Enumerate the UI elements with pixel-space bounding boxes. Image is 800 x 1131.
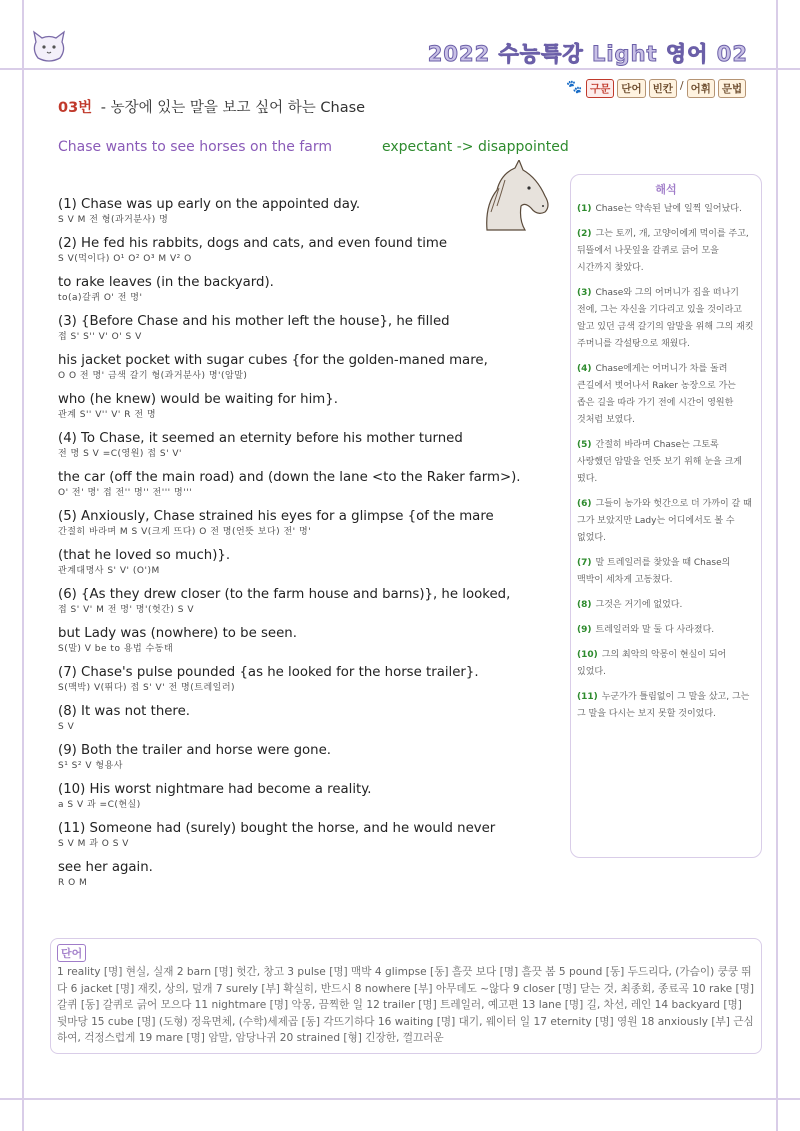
sentence-line: (3) {Before Chase and his mother left the house}, he filled xyxy=(58,314,450,329)
cat-logo-icon xyxy=(28,28,70,66)
grammar-annotation: S V M 과 O S V xyxy=(58,839,129,849)
grammar-annotation: 관계 S'' V'' V' R 전 명 xyxy=(58,410,157,420)
grammar-annotation: R O M xyxy=(58,878,88,888)
grammar-annotation: S V xyxy=(58,722,75,732)
vocabulary-title: 단어 xyxy=(57,944,86,962)
tag-separator: / xyxy=(679,79,684,92)
grammar-annotation: O' 전' 명' 접 전'' 명'' 전''' 명''' xyxy=(58,488,193,498)
translation-item: (10) 그의 최악의 악몽이 현실이 되어 있었다. xyxy=(577,650,727,677)
tag-blank: 빈칸 xyxy=(649,79,677,98)
sentence-line: (6) {As they drew closer (to the farm house and barns)}, he looked, xyxy=(58,587,511,602)
page-title: 2022 수능특강 Light 영어 02 xyxy=(427,42,748,66)
tag-syntax: 구문 xyxy=(586,79,614,98)
translation-title: 해석 xyxy=(655,183,677,196)
footer-divider xyxy=(0,1098,800,1100)
page-border-right xyxy=(776,0,778,1131)
lesson-number: 03번 xyxy=(58,100,93,116)
translation-item: (8) 그것은 거기에 없었다. xyxy=(577,600,683,610)
translation-item: (7) 말 트레일러를 찾았을 때 Chase의 맥박이 세차게 고동쳤다. xyxy=(577,558,731,585)
header-divider xyxy=(0,68,800,70)
sentence-line: (4) To Chase, it seemed an eternity before his mother turned xyxy=(58,431,463,446)
sentence-line: but Lady was (nowhere) to be seen. xyxy=(58,626,297,641)
grammar-annotation: S V M 전 형(과거분사) 명 xyxy=(58,215,169,225)
emotion-change: expectant -> disappointed xyxy=(382,139,569,155)
grammar-annotation: 관계대명사 S' V' (O')M xyxy=(58,566,160,576)
grammar-annotation: S(말) V be to 용법 수동태 xyxy=(58,644,174,654)
sentence-line: his jacket pocket with sugar cubes {for the golden-maned mare, xyxy=(58,353,488,368)
sentence-line: (11) Someone had (surely) bought the horse, and he would never xyxy=(58,821,496,836)
translation-item: (2) 그는 토끼, 개, 고양이에게 먹이를 주고, 뒤뜰에서 나뭇잎을 갈퀴로 긁어 모을 시간까지 찾았다. xyxy=(577,229,749,273)
grammar-annotation: S V(먹이다) O¹ O² O³ M V² O xyxy=(58,254,192,264)
sentence-line: the car (off the main road) and (down the lane <to the Raker farm>). xyxy=(58,470,521,485)
sentence-line: (that he loved so much)}. xyxy=(58,548,231,563)
category-tags xyxy=(586,79,746,98)
grammar-annotation: 전 명 S V =C(영원) 접 S' V' xyxy=(58,449,183,459)
sentence-line: to rake leaves (in the backyard). xyxy=(58,275,274,290)
tag-usage: 어휘 xyxy=(687,79,715,98)
translation-item: (9) 트레일러와 말 둘 다 사라졌다. xyxy=(577,625,715,635)
passage xyxy=(58,196,562,898)
grammar-annotation: to(a)갈퀴 O' 전 명' xyxy=(58,293,143,303)
sentence-line: (1) Chase was up early on the appointed day. xyxy=(58,197,361,212)
translation-item: (11) 누군가가 틀림없이 그 말을 샀고, 그는 그 말을 다시는 보지 못할 것이었다. xyxy=(577,692,750,719)
grammar-annotation: 접 S' V' M 전 명' 명'(헛간) S V xyxy=(58,605,194,615)
sentence-line: (2) He fed his rabbits, dogs and cats, and even found time xyxy=(58,236,448,251)
translation-item: (1) Chase는 약속된 날에 일찍 일어났다. xyxy=(577,204,742,214)
sentence-line: who (he knew) would be waiting for him}. xyxy=(58,392,338,407)
passage-summary: Chase wants to see horses on the farm xyxy=(58,139,333,155)
translation-item: (5) 간절히 바라며 Chase는 그토록 사랑했던 암말을 언뜻 보기 위해 눈을 크게 떴다. xyxy=(577,440,742,484)
lesson-heading xyxy=(58,96,365,117)
page-border-left xyxy=(22,0,24,1131)
translation-item: (3) Chase와 그의 어머니가 집을 떠나기 전에, 그는 자신을 기다리고 있을 것이라고 알고 있던 금색 갈기의 암말을 위해 그의 재킷 주머니를 각설탕으로 채웠다. xyxy=(577,288,754,349)
sentence-line: see her again. xyxy=(58,860,153,875)
grammar-annotation: a S V 과 =C(현실) xyxy=(58,800,141,810)
sentence-line: (7) Chase's pulse pounded {as he looked for the horse trailer}. xyxy=(58,665,479,680)
translation-item: (4) Chase에게는 어머니가 차를 돌려 큰길에서 벗어나서 Raker 농장으로 가는 좁은 길을 따라 가기 전에 시간이 영원한 것처럼 보였다. xyxy=(577,364,736,425)
lesson-title: - 농장에 있는 말을 보고 싶어 하는 Chase xyxy=(100,100,366,116)
grammar-annotation: 간절히 바라며 M S V(크게 뜨다) O 전 명(언뜻 보다) 전' 명' xyxy=(58,527,312,537)
paw-icon: 🐾 xyxy=(566,80,583,95)
translation-panel xyxy=(570,174,762,858)
sentence-line: (9) Both the trailer and horse were gone. xyxy=(58,743,331,758)
vocabulary-list: 1 reality [명] 현실, 실재 2 barn [명] 헛간, 창고 3 pulse [명] 맥박 4 glimpse [동] 흘끗 보다 [명] 흘끗 봄 5 pound [동] 두드리다, (가슴이) 쿵쿵 뛰다 6 jacket [명] 재킷, 상의, 덮개 7 surely [부] 확실히, 반드시 8 nowhere [부] 아무데도 ~않다 9 closer [명] 닫는 것, 최종회, 종료곡 10 rake [명] 갈퀴 [동] 갈퀴로 긁어 모으다 11 nightmare [명] 악몽, 끔찍한 일 12 trailer [명] 트레일러, 예고편 13 lane [명] 길, 차선, 레인 14 backyard [명] 뒷마당 15 cube [명] (도형) 정육면체, (수학)세제곱 [동] 각뜨기하다 16 waiting [명] 대기, 웨이터 일 17 eternity [명] 영원 18 anxiously [부] 근심하여, 걱정스럽게 19 mare [명] 암말, 암당나귀 20 strained [형] 긴장한, 껄끄러운 xyxy=(57,966,755,1045)
grammar-annotation: S¹ S² V 형용사 xyxy=(58,761,123,771)
tag-grammar: 문법 xyxy=(718,79,746,98)
sentence-line: (8) It was not there. xyxy=(58,704,191,719)
grammar-annotation: 접 S' S'' V' O' S V xyxy=(58,332,142,342)
sentence-line: (5) Anxiously, Chase strained his eyes for a glimpse {of the mare xyxy=(58,509,494,524)
vocabulary-box xyxy=(50,938,762,1054)
translation-item: (6) 그들이 농가와 헛간으로 더 가까이 갈 때 그가 보았지만 Lady는 어디에서도 볼 수 없었다. xyxy=(577,499,752,543)
tag-vocabulary: 단어 xyxy=(617,79,645,98)
grammar-annotation: S(맥박) V(뛰다) 접 S' V' 전 명(트레일러) xyxy=(58,683,236,693)
sentence-line: (10) His worst nightmare had become a reality. xyxy=(58,782,372,797)
grammar-annotation: O O 전 명' 금색 갈기 형(과거분사) 명'(암말) xyxy=(58,371,248,381)
